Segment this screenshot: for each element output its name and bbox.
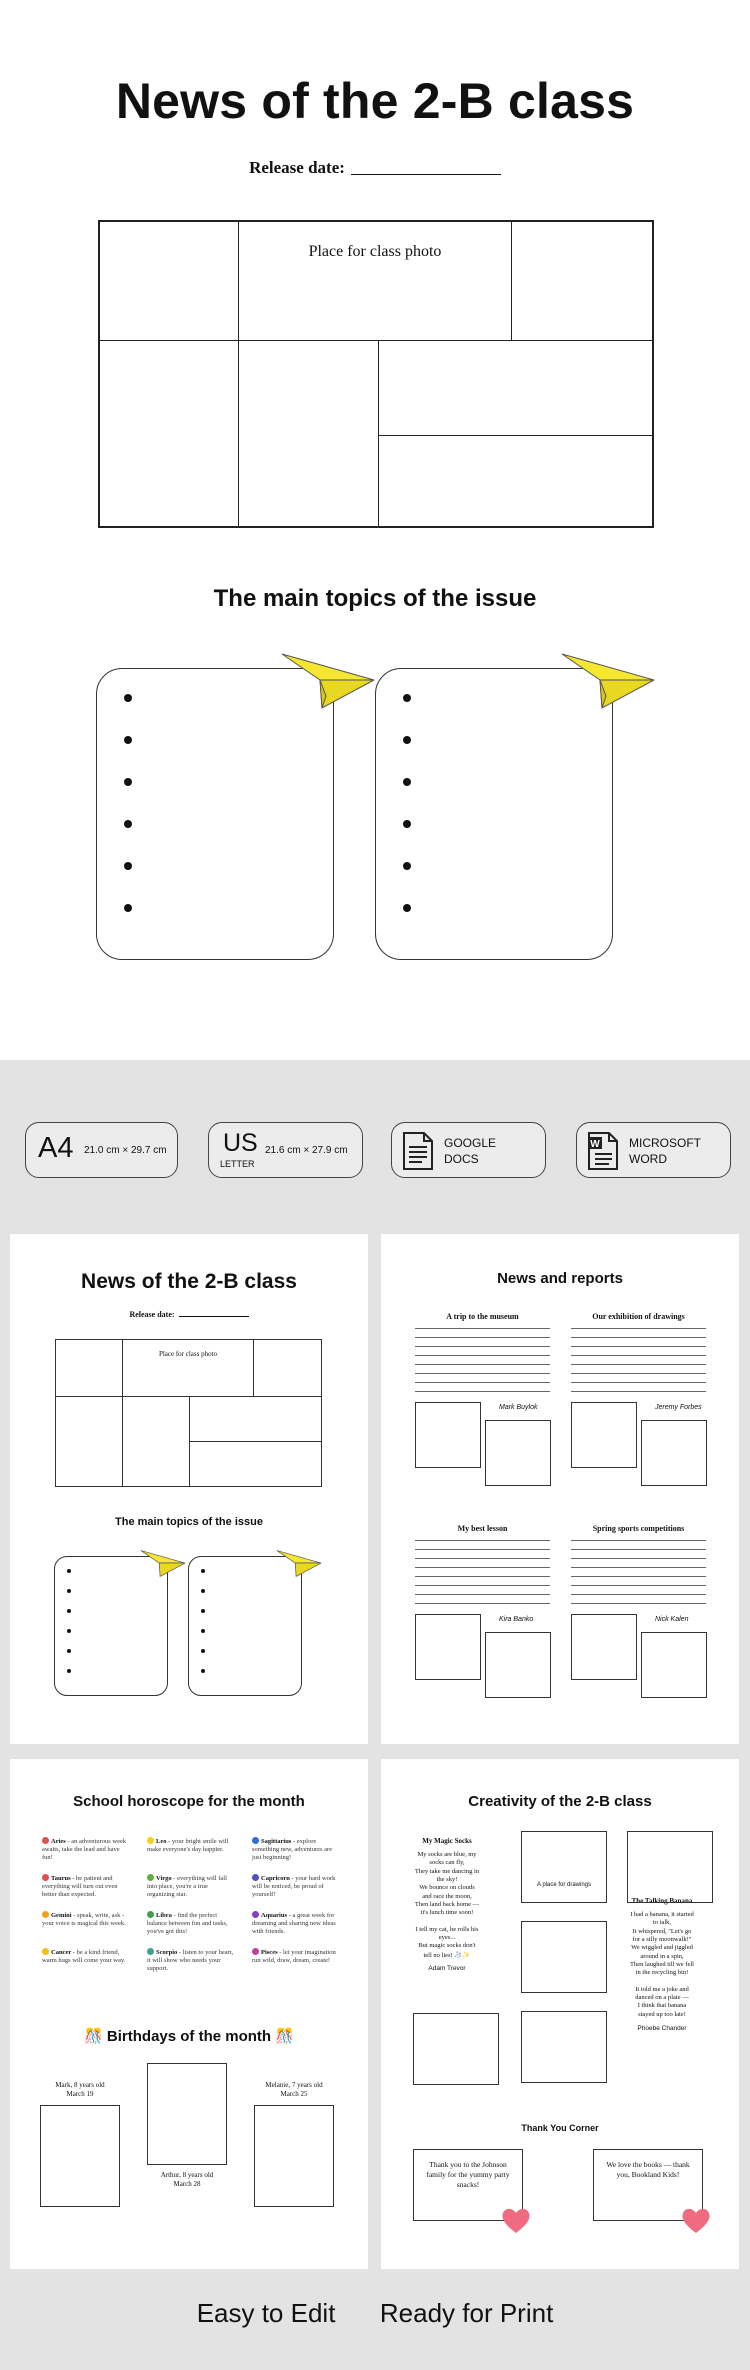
horoscope-text: - a great week for dreaming and sharing new ideas with friends. bbox=[252, 1912, 336, 1935]
google-docs-line2: DOCS bbox=[444, 1152, 479, 1166]
poem-line: danced on a plate — bbox=[635, 1994, 689, 2001]
zodiac-icon bbox=[147, 1874, 154, 1881]
p2-text-line bbox=[415, 1594, 550, 1595]
poem-line: I had a banana, it started bbox=[630, 1911, 694, 1918]
horoscope-text: - find the perfect balance between fun and tasks, you've got this! bbox=[147, 1912, 228, 1935]
bullet bbox=[403, 862, 411, 870]
birthday-date: March 25 bbox=[280, 2090, 308, 2098]
p2-photo-placeholder bbox=[485, 1632, 551, 1698]
thank-you-text: Thank you to the Johnson family for the yummy party snacks! bbox=[426, 2160, 510, 2189]
p2-photo-placeholder bbox=[415, 1614, 481, 1680]
horoscope-sign: Gemini bbox=[51, 1912, 72, 1919]
p1-topics-title: The main topics of the issue bbox=[115, 1516, 263, 1528]
bullet bbox=[67, 1569, 71, 1573]
topics-title: The main topics of the issue bbox=[213, 585, 537, 612]
zodiac-icon bbox=[42, 1948, 49, 1955]
horoscope-item bbox=[252, 1911, 342, 1936]
poem-line: tell no lies! 🧦✨ bbox=[423, 1951, 471, 1959]
poem-line: it's lunch time soon! bbox=[420, 1909, 474, 1917]
bullet bbox=[67, 1669, 71, 1673]
horoscope-text: - explore something new, adventures are just beginning! bbox=[252, 1838, 333, 1861]
p2-text-line bbox=[415, 1567, 550, 1568]
photo-cell bbox=[378, 340, 654, 436]
p2-text-line bbox=[415, 1540, 550, 1541]
footer-tagline bbox=[0, 2298, 750, 2329]
p2-text-line bbox=[415, 1585, 550, 1586]
poem-line: eyes... bbox=[438, 1934, 456, 1941]
horoscope-sign: Pisces bbox=[261, 1949, 278, 1956]
horoscope-sign: Aquarius bbox=[261, 1912, 288, 1919]
p2-text-line bbox=[415, 1603, 550, 1604]
p2-text-line bbox=[571, 1549, 706, 1550]
p2-photo-placeholder bbox=[641, 1420, 707, 1486]
poem-line: in the recycling bin! bbox=[635, 1969, 689, 1977]
birthday-label bbox=[244, 2081, 344, 2099]
p1-photo-cell bbox=[189, 1396, 322, 1442]
photo-cell bbox=[238, 340, 379, 528]
poem-line: Then land back home — bbox=[414, 1900, 480, 1908]
paper-plane-icon bbox=[140, 1549, 186, 1579]
p2-text-line bbox=[415, 1337, 550, 1338]
page-thumbnail-2[interactable] bbox=[381, 1234, 739, 1744]
zodiac-icon bbox=[42, 1911, 49, 1918]
horoscope-sign: Aries bbox=[51, 1838, 66, 1845]
party-popper-icon: 🎊 bbox=[275, 2028, 294, 2045]
zodiac-icon bbox=[42, 1874, 49, 1881]
page-thumbnail-4[interactable] bbox=[381, 1759, 739, 2269]
horoscope-item bbox=[42, 1948, 132, 1965]
p2-text-line bbox=[415, 1576, 550, 1577]
p2-text-line bbox=[571, 1373, 706, 1374]
document-icon bbox=[402, 1131, 434, 1171]
bullet bbox=[201, 1569, 205, 1573]
p2-section-heading: A trip to the museum bbox=[446, 1312, 519, 1321]
p2-section-heading: My best lesson bbox=[457, 1524, 508, 1533]
poem-line: Then laughed till we fell bbox=[630, 1960, 694, 1968]
p2-section-author: Mark Buylok bbox=[499, 1404, 538, 1411]
p1-photo-cell bbox=[55, 1339, 123, 1397]
zodiac-icon bbox=[252, 1911, 259, 1918]
p2-photo-placeholder bbox=[641, 1632, 707, 1698]
horoscope-item bbox=[147, 1948, 237, 1973]
bullet bbox=[124, 778, 132, 786]
zodiac-icon bbox=[147, 1911, 154, 1918]
poem-line: the sky! bbox=[436, 1875, 458, 1883]
p2-photo-placeholder bbox=[571, 1402, 637, 1468]
horoscope-text: - speak, write, ask - your voice is magical this week. bbox=[42, 1912, 126, 1927]
photo-cell bbox=[98, 340, 239, 528]
p1-photo-label: Place for class photo bbox=[158, 1350, 218, 1358]
horoscope-item bbox=[42, 1837, 132, 1862]
hero-release-date bbox=[0, 158, 750, 178]
horoscope-item bbox=[147, 1874, 237, 1899]
p3-birthdays-heading bbox=[10, 2027, 368, 2045]
p2-photo-placeholder bbox=[571, 1614, 637, 1680]
p2-text-line bbox=[415, 1328, 550, 1329]
hero-title: News of the 2-B class bbox=[115, 73, 635, 129]
format-a4-button[interactable] bbox=[25, 1122, 178, 1178]
zodiac-icon bbox=[147, 1948, 154, 1955]
zodiac-icon bbox=[252, 1837, 259, 1844]
p1-release-label: Release date: bbox=[129, 1310, 175, 1319]
poem-line: But magic socks don't bbox=[418, 1942, 476, 1950]
poem-author: Phoebe Chander bbox=[637, 2024, 687, 2032]
drawing-placeholder bbox=[413, 2013, 499, 2085]
horoscope-item bbox=[252, 1948, 342, 1965]
horoscope-sign: Virgo bbox=[156, 1875, 172, 1882]
photo-cell bbox=[98, 220, 239, 341]
bullet bbox=[124, 904, 132, 912]
drawing-placeholder-label: A place for drawings bbox=[536, 1882, 592, 1888]
release-date-line bbox=[351, 174, 501, 175]
horoscope-text: - everything will fall into place, you're a true organizing star. bbox=[147, 1875, 227, 1898]
horoscope-sign: Cancer bbox=[51, 1949, 72, 1956]
release-date-label: Release date: bbox=[249, 158, 345, 177]
format-us-sub: LETTER bbox=[220, 1159, 255, 1169]
poem-author: Adam Trevor bbox=[428, 1964, 466, 1972]
p2-text-line bbox=[571, 1346, 706, 1347]
p2-text-line bbox=[571, 1558, 706, 1559]
p1-title: News of the 2-B class bbox=[81, 1270, 297, 1293]
poem-line: We bounce on clouds bbox=[419, 1884, 475, 1892]
bullet bbox=[67, 1649, 71, 1653]
format-microsoft-word-button[interactable] bbox=[576, 1122, 731, 1178]
p1-photo-cell bbox=[122, 1396, 190, 1487]
p2-text-line bbox=[415, 1558, 550, 1559]
p1-photo-cell bbox=[189, 1441, 322, 1487]
p3-title: School horoscope for the month bbox=[73, 1793, 305, 1810]
birthday-photo-placeholder bbox=[254, 2105, 334, 2207]
p2-photo-placeholder bbox=[485, 1420, 551, 1486]
horoscope-text: - your hard work will be noticed, be proud of yourself! bbox=[252, 1875, 336, 1898]
poem-line: I tell my cat, he rolls his bbox=[415, 1925, 479, 1933]
p2-text-line bbox=[571, 1585, 706, 1586]
bullet bbox=[403, 694, 411, 702]
p4-title: Creativity of the 2-B class bbox=[468, 1793, 652, 1810]
format-a4-label: A4 bbox=[38, 1132, 74, 1164]
birthday-name: Mark, 8 years old bbox=[55, 2081, 105, 2089]
horoscope-item bbox=[42, 1911, 132, 1928]
photo-cell-main bbox=[238, 220, 512, 341]
poem-line: We wiggled and jiggled bbox=[631, 1944, 693, 1952]
horoscope-item bbox=[147, 1911, 237, 1936]
birthday-name: Arthur, 8 years old bbox=[160, 2171, 214, 2179]
horoscope-text: - let your imagination run wild, draw, dream, create! bbox=[252, 1949, 336, 1964]
p2-text-line bbox=[415, 1382, 550, 1383]
p2-section-author: Kira Banko bbox=[499, 1616, 534, 1623]
horoscope-sign: Taurus bbox=[51, 1875, 71, 1882]
p1-photo-cell-main bbox=[122, 1339, 254, 1397]
p2-text-line bbox=[415, 1373, 550, 1374]
p2-text-line bbox=[415, 1549, 550, 1550]
drawing-placeholder bbox=[627, 1831, 713, 1903]
poem-line: for a silly moonwalk!" bbox=[632, 1935, 692, 1943]
poem-line: socks can fly, bbox=[429, 1859, 465, 1867]
poem-line: I think that banana bbox=[637, 2002, 687, 2010]
p2-text-line bbox=[571, 1364, 706, 1365]
p1-photo-cell bbox=[55, 1396, 123, 1487]
horoscope-text: - be patient and everything will turn out even better than expected. bbox=[42, 1875, 118, 1898]
p2-title: News and reports bbox=[497, 1270, 623, 1287]
p3-birthdays-title: Birthdays of the month bbox=[106, 2028, 272, 2045]
google-docs-line1: GOOGLE bbox=[444, 1136, 497, 1150]
poem-line: around in a spin, bbox=[640, 1952, 684, 1960]
page-thumbnail-3[interactable] bbox=[10, 1759, 368, 2269]
birthday-date: March 28 bbox=[173, 2180, 201, 2188]
format-a4-size: 21.0 cm × 29.7 cm bbox=[84, 1145, 167, 1156]
poem-line: to talk, bbox=[652, 1919, 672, 1927]
horoscope-text: - an adventurous week awaits, take the lead and have fun! bbox=[42, 1838, 127, 1861]
bullet bbox=[67, 1629, 71, 1633]
horoscope-sign: Libra bbox=[156, 1912, 172, 1919]
format-google-docs-button[interactable] bbox=[391, 1122, 546, 1178]
horoscope-item bbox=[42, 1874, 132, 1899]
p2-text-line bbox=[571, 1576, 706, 1577]
bullet bbox=[403, 820, 411, 828]
horoscope-item bbox=[147, 1837, 237, 1854]
footer-ready-for-print: Ready for Print bbox=[379, 2298, 554, 2328]
poem-line: They take me dancing in bbox=[414, 1867, 480, 1875]
heart-icon bbox=[501, 2207, 531, 2235]
bullet bbox=[201, 1669, 205, 1673]
p2-text-line bbox=[571, 1594, 706, 1595]
horoscope-sign: Capricorn bbox=[261, 1875, 290, 1882]
p2-section-heading: Our exhibition of drawings bbox=[592, 1312, 685, 1321]
bullet bbox=[403, 778, 411, 786]
bullet bbox=[201, 1629, 205, 1633]
bullet bbox=[201, 1589, 205, 1593]
format-us-letter-button[interactable] bbox=[208, 1122, 363, 1178]
birthday-date: March 19 bbox=[66, 2090, 94, 2098]
p2-text-line bbox=[571, 1391, 706, 1392]
bullet bbox=[124, 820, 132, 828]
format-us-label: US bbox=[223, 1129, 258, 1157]
bullet bbox=[124, 736, 132, 744]
birthday-photo-placeholder bbox=[40, 2105, 120, 2207]
poem-line: It told me a joke and bbox=[635, 1985, 689, 1993]
paper-plane-icon bbox=[560, 652, 656, 712]
thank-you-text: We love the books — thank you, Bookland Kids! bbox=[606, 2160, 690, 2179]
p2-text-line bbox=[571, 1328, 706, 1329]
birthday-photo-placeholder bbox=[147, 2063, 227, 2165]
horoscope-item bbox=[252, 1874, 342, 1899]
footer-easy-to-edit: Easy to Edit bbox=[196, 2298, 336, 2328]
drawing-placeholder bbox=[521, 1831, 607, 1903]
zodiac-icon bbox=[42, 1837, 49, 1844]
p1-release bbox=[10, 1310, 368, 1319]
word-line2: WORD bbox=[629, 1152, 667, 1166]
hero-page-preview bbox=[0, 0, 750, 1060]
word-document-icon bbox=[587, 1131, 619, 1171]
format-us-size: 21.6 cm × 27.9 cm bbox=[265, 1145, 348, 1156]
svg-text:W: W bbox=[590, 1139, 600, 1150]
horoscope-text: - listen to your heart, it will show who needs your support. bbox=[147, 1949, 234, 1972]
word-line1: MICROSOFT bbox=[629, 1136, 701, 1150]
birthday-name: Melanie, 7 years old bbox=[265, 2081, 323, 2089]
paper-plane-icon bbox=[280, 652, 376, 712]
horoscope-sign: Sagittarius bbox=[261, 1838, 292, 1845]
horoscope-item bbox=[252, 1837, 342, 1862]
poem-title: My Magic Socks bbox=[422, 1837, 472, 1845]
bullet bbox=[124, 862, 132, 870]
p2-text-line bbox=[415, 1355, 550, 1356]
bullet bbox=[67, 1609, 71, 1613]
p1-release-line bbox=[179, 1316, 249, 1317]
horoscope-text: - your bright smile will make everyone's day happier. bbox=[147, 1838, 229, 1853]
p2-section-heading: Spring sports competitions bbox=[592, 1524, 685, 1533]
poem-line: My socks are blue, my bbox=[417, 1851, 477, 1858]
horoscope-sign: Leo bbox=[156, 1838, 167, 1845]
bullet bbox=[201, 1609, 205, 1613]
p2-text-line bbox=[415, 1391, 550, 1392]
zodiac-icon bbox=[252, 1948, 259, 1955]
p2-text-line bbox=[415, 1346, 550, 1347]
p2-photo-placeholder bbox=[415, 1402, 481, 1468]
p2-section-author: Nick Kalen bbox=[655, 1616, 689, 1623]
horoscope-text: - be a kind friend, warm hugs will come your way. bbox=[42, 1949, 126, 1964]
p2-text-line bbox=[571, 1355, 706, 1356]
p2-text-line bbox=[571, 1382, 706, 1383]
bullet bbox=[403, 904, 411, 912]
bullet bbox=[124, 694, 132, 702]
bullet bbox=[67, 1589, 71, 1593]
p2-text-line bbox=[571, 1567, 706, 1568]
birthday-label bbox=[30, 2081, 130, 2099]
thanks-title: Thank You Corner bbox=[521, 2123, 599, 2133]
poem-title: The Talking Banana bbox=[631, 1897, 693, 1905]
heart-icon bbox=[681, 2207, 711, 2235]
party-popper-icon: 🎊 bbox=[84, 2028, 103, 2045]
p2-text-line bbox=[415, 1364, 550, 1365]
drawing-placeholder bbox=[521, 1921, 607, 1993]
zodiac-icon bbox=[147, 1837, 154, 1844]
p2-text-line bbox=[571, 1603, 706, 1604]
p2-section-author: Jeremy Forbes bbox=[655, 1404, 702, 1411]
zodiac-icon bbox=[252, 1874, 259, 1881]
paper-plane-icon bbox=[276, 1549, 322, 1579]
bullet bbox=[201, 1649, 205, 1653]
bullet bbox=[403, 736, 411, 744]
poem-line: and race the moon, bbox=[422, 1892, 472, 1900]
p2-text-line bbox=[571, 1540, 706, 1541]
poem-line: It whispered, "Let's go bbox=[632, 1927, 692, 1935]
horoscope-sign: Scorpio bbox=[156, 1949, 178, 1956]
p2-text-line bbox=[571, 1337, 706, 1338]
poem-line: stayed up too late! bbox=[638, 2010, 686, 2018]
photo-cell bbox=[378, 435, 654, 528]
page-thumbnail-1[interactable] bbox=[10, 1234, 368, 1744]
photo-placeholder-label: Place for class photo bbox=[308, 243, 442, 260]
drawing-placeholder bbox=[521, 2011, 607, 2083]
birthday-label bbox=[137, 2171, 237, 2189]
